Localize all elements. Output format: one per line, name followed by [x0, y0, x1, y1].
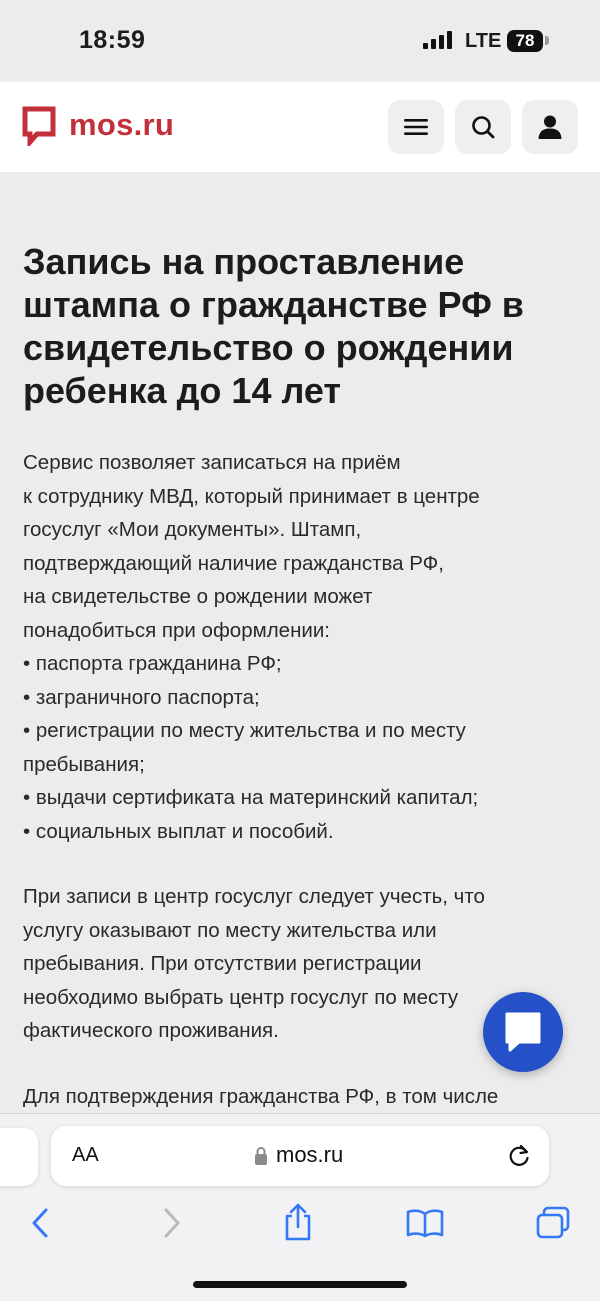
list-item: • паспорта гражданина РФ; — [23, 652, 282, 675]
text-line: госуслуг «Мои документы». Штамп, — [23, 518, 362, 541]
text-line: услугу оказывают по месту жительства или — [23, 918, 437, 942]
address-bar[interactable] — [51, 1126, 549, 1186]
site-header — [0, 82, 600, 172]
reload-icon[interactable] — [507, 1143, 531, 1169]
status-bar — [0, 0, 600, 82]
mos-logo-icon[interactable] — [22, 106, 56, 146]
text-line: фактического проживания. — [23, 1019, 279, 1042]
service-description — [23, 446, 583, 848]
text-line: При записи в центр госуслуг следует учесть, что — [23, 885, 485, 908]
hamburger-menu-icon — [403, 114, 429, 140]
list-item: • выдачи сертификата на материнский капитал; — [23, 786, 479, 809]
text-line: к сотруднику МВД, который принимает в центре — [23, 484, 480, 508]
url-text: mos.ru — [276, 1142, 344, 1167]
network-type: LTE — [465, 30, 502, 52]
text-line: Для подтверждения гражданства РФ, в том числе — [23, 1085, 499, 1108]
page-title — [23, 240, 578, 412]
list-item: • социальных выплат и пособий. — [23, 819, 334, 843]
home-indicator — [193, 1281, 407, 1288]
page-content — [23, 240, 578, 412]
search-icon — [470, 114, 496, 140]
status-time: 18:59 — [79, 26, 146, 54]
tabs-icon[interactable] — [535, 1206, 571, 1240]
text-line: понадобиться при оформлении: — [23, 618, 330, 642]
forward-icon[interactable] — [158, 1207, 184, 1239]
text-line: Сервис позволяет записаться на приём — [23, 451, 401, 474]
list-item: • регистрации по месту жительства и по месту — [23, 719, 466, 742]
title-line: свидетельство о рождении — [23, 327, 514, 368]
list-item: пребывания; — [23, 752, 145, 776]
battery-icon: 78 — [507, 30, 543, 52]
list-item: • заграничного паспорта; — [23, 685, 260, 709]
cellular-signal-icon — [423, 31, 455, 49]
text-line: подтверждающий наличие гражданства РФ, — [23, 551, 444, 575]
bookmarks-icon[interactable] — [406, 1208, 444, 1238]
back-icon[interactable] — [28, 1207, 54, 1239]
text-line: пребывания. При отсутствии регистрации — [23, 952, 422, 975]
profile-button[interactable] — [522, 100, 578, 154]
text-line: необходимо выбрать центр госуслуг по месту — [23, 985, 459, 1009]
title-line: Запись на проставление — [23, 241, 465, 282]
text-size-button[interactable] — [72, 1144, 99, 1167]
browser-toolbar — [0, 1113, 600, 1301]
lock-icon — [254, 1146, 268, 1166]
title-line: штампа о гражданстве РФ в — [23, 284, 524, 325]
text-size-label: AA — [72, 1144, 99, 1166]
chat-button[interactable] — [483, 992, 563, 1072]
user-icon — [537, 114, 563, 140]
site-logo-text[interactable]: mos.ru — [69, 107, 175, 142]
search-button[interactable] — [455, 100, 511, 154]
citizenship-note — [23, 1080, 583, 1114]
menu-button[interactable] — [388, 100, 444, 154]
chat-bubble-icon — [505, 1012, 541, 1052]
title-line: ребенка до 14 лет — [23, 370, 342, 411]
text-line: на свидетельстве о рождении может — [23, 585, 373, 608]
share-icon[interactable] — [282, 1202, 314, 1242]
previous-tab-preview[interactable] — [0, 1128, 38, 1186]
battery-cap — [545, 36, 549, 45]
